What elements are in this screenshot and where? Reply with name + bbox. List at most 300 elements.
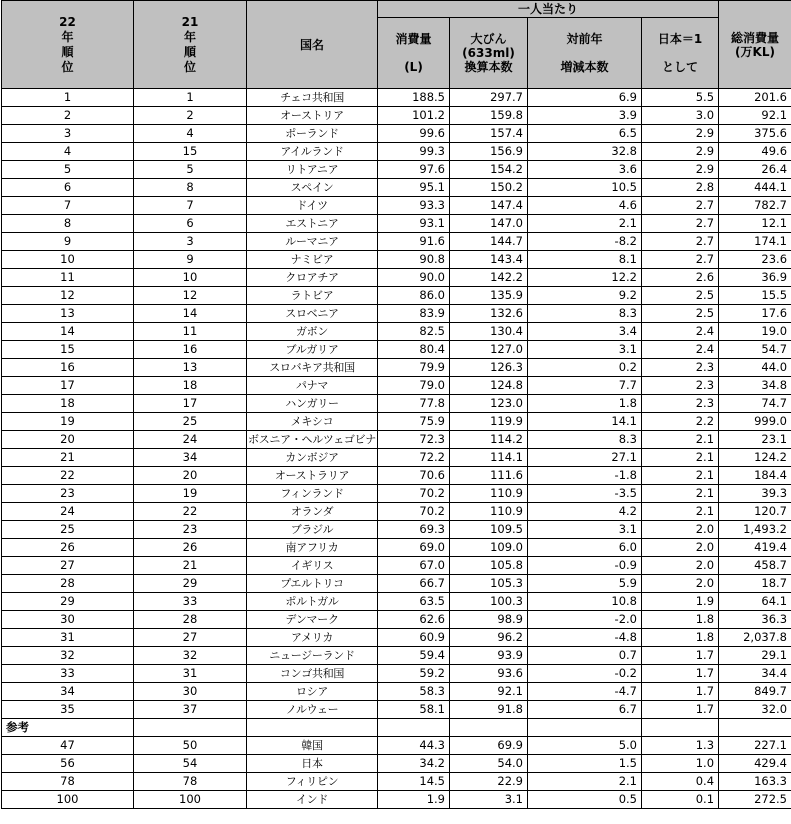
- yoy-cell: 4.6: [528, 197, 642, 215]
- japan-ratio-cell: 2.3: [642, 359, 719, 377]
- japan-ratio-cell: 0.4: [642, 773, 719, 791]
- header-bottles-line2: (633ml): [462, 46, 515, 60]
- yoy-cell: -0.9: [528, 557, 642, 575]
- rank-2022-cell: 47: [2, 737, 134, 755]
- japan-ratio-cell: 0.1: [642, 791, 719, 809]
- yoy-cell: 4.2: [528, 503, 642, 521]
- rank-2021-cell: 50: [134, 737, 247, 755]
- yoy-cell: -4.8: [528, 629, 642, 647]
- header-japan-ratio-line2: として: [662, 60, 699, 74]
- country-cell: チェコ共和国: [247, 89, 378, 107]
- consumption-cell: 90.0: [378, 269, 450, 287]
- japan-ratio-cell: 2.7: [642, 233, 719, 251]
- bottles-cell: 143.4: [450, 251, 528, 269]
- total-consumption-cell: 54.7: [719, 341, 791, 359]
- total-consumption-cell: 419.4: [719, 539, 791, 557]
- bottles-cell: 98.9: [450, 611, 528, 629]
- table-row: [2, 611, 791, 629]
- total-consumption-cell: 375.6: [719, 125, 791, 143]
- bottles-cell: 22.9: [450, 773, 528, 791]
- consumption-cell: 91.6: [378, 233, 450, 251]
- empty-cell: [247, 719, 378, 737]
- bottles-cell: 132.6: [450, 305, 528, 323]
- yoy-cell: 1.5: [528, 755, 642, 773]
- yoy-cell: 6.0: [528, 539, 642, 557]
- header-rank-2021-year: 21: [181, 14, 199, 29]
- table-row: [2, 539, 791, 557]
- table-row: [2, 107, 791, 125]
- japan-ratio-cell: 1.3: [642, 737, 719, 755]
- consumption-cell: 80.4: [378, 341, 450, 359]
- header-yoy-line2: 増減本数: [560, 60, 609, 74]
- japan-ratio-cell: 2.9: [642, 143, 719, 161]
- header-bottles-line3: 換算本数: [464, 60, 513, 74]
- total-consumption-cell: 124.2: [719, 449, 791, 467]
- empty-cell: [642, 719, 719, 737]
- total-consumption-cell: 15.5: [719, 287, 791, 305]
- rank-2022-cell: 17: [2, 377, 134, 395]
- consumption-cell: 70.2: [378, 503, 450, 521]
- bottles-cell: 124.8: [450, 377, 528, 395]
- rank-2021-cell: 32: [134, 647, 247, 665]
- total-consumption-cell: 32.0: [719, 701, 791, 719]
- table-row: [2, 557, 791, 575]
- bottles-cell: 144.7: [450, 233, 528, 251]
- consumption-cell: 63.5: [378, 593, 450, 611]
- rank-2021-cell: 25: [134, 413, 247, 431]
- rank-2022-cell: 12: [2, 287, 134, 305]
- japan-ratio-cell: 2.1: [642, 503, 719, 521]
- yoy-cell: 3.1: [528, 521, 642, 539]
- country-cell: ガボン: [247, 323, 378, 341]
- rank-2021-cell: 26: [134, 539, 247, 557]
- rank-2022-cell: 18: [2, 395, 134, 413]
- consumption-cell: 75.9: [378, 413, 450, 431]
- consumption-cell: 70.6: [378, 467, 450, 485]
- bottles-cell: 114.2: [450, 431, 528, 449]
- rank-2022-cell: 26: [2, 539, 134, 557]
- total-consumption-cell: 23.1: [719, 431, 791, 449]
- table-row: [2, 575, 791, 593]
- header-per-capita-group: 一人当たり: [378, 1, 719, 18]
- country-cell: ノルウェー: [247, 701, 378, 719]
- table-row: [2, 503, 791, 521]
- bottles-cell: 3.1: [450, 791, 528, 809]
- total-consumption-cell: 36.9: [719, 269, 791, 287]
- bottles-cell: 297.7: [450, 89, 528, 107]
- header-rank-2021: [134, 1, 247, 89]
- japan-ratio-cell: 3.0: [642, 107, 719, 125]
- country-cell: ポルトガル: [247, 593, 378, 611]
- table-row: [2, 269, 791, 287]
- yoy-cell: 32.8: [528, 143, 642, 161]
- header-rank-2022-i: 位: [61, 59, 74, 74]
- total-consumption-cell: 849.7: [719, 683, 791, 701]
- header-rank-2022-jun: 順: [61, 44, 74, 59]
- total-consumption-cell: 34.8: [719, 377, 791, 395]
- total-consumption-cell: 17.6: [719, 305, 791, 323]
- table-row: [2, 197, 791, 215]
- consumption-cell: 59.4: [378, 647, 450, 665]
- rank-2021-cell: 15: [134, 143, 247, 161]
- country-cell: オーストリア: [247, 107, 378, 125]
- bottles-cell: 142.2: [450, 269, 528, 287]
- consumption-cell: 93.1: [378, 215, 450, 233]
- rank-2021-cell: 14: [134, 305, 247, 323]
- rank-2021-cell: 21: [134, 557, 247, 575]
- japan-ratio-cell: 2.1: [642, 485, 719, 503]
- bottles-cell: 96.2: [450, 629, 528, 647]
- japan-ratio-cell: 2.1: [642, 467, 719, 485]
- total-consumption-cell: 74.7: [719, 395, 791, 413]
- consumption-cell: 70.2: [378, 485, 450, 503]
- rank-2022-cell: 27: [2, 557, 134, 575]
- rank-2021-cell: 31: [134, 665, 247, 683]
- reference-label: 参考: [2, 719, 134, 737]
- bottles-cell: 93.6: [450, 665, 528, 683]
- rank-2021-cell: 4: [134, 125, 247, 143]
- consumption-cell: 44.3: [378, 737, 450, 755]
- header-bottles-line1: 大びん: [470, 32, 507, 46]
- consumption-cell: 66.7: [378, 575, 450, 593]
- rank-2022-cell: 6: [2, 179, 134, 197]
- country-cell: ボスニア・ヘルツェゴビナ: [247, 431, 378, 449]
- japan-ratio-cell: 1.9: [642, 593, 719, 611]
- rank-2022-cell: 21: [2, 449, 134, 467]
- rank-2022-cell: 20: [2, 431, 134, 449]
- japan-ratio-cell: 2.9: [642, 161, 719, 179]
- rank-2022-cell: 9: [2, 233, 134, 251]
- yoy-cell: 3.1: [528, 341, 642, 359]
- table-row: [2, 665, 791, 683]
- consumption-cell: 14.5: [378, 773, 450, 791]
- header-country: 国名: [247, 1, 378, 89]
- header-total-line1: 総消費量: [731, 30, 780, 45]
- japan-ratio-cell: 2.5: [642, 287, 719, 305]
- japan-ratio-cell: 2.4: [642, 341, 719, 359]
- consumption-cell: 82.5: [378, 323, 450, 341]
- total-consumption-cell: 184.4: [719, 467, 791, 485]
- total-consumption-cell: 782.7: [719, 197, 791, 215]
- japan-ratio-cell: 2.6: [642, 269, 719, 287]
- bottles-cell: 109.0: [450, 539, 528, 557]
- total-consumption-cell: 174.1: [719, 233, 791, 251]
- yoy-cell: 8.1: [528, 251, 642, 269]
- total-consumption-cell: 23.6: [719, 251, 791, 269]
- consumption-cell: 69.3: [378, 521, 450, 539]
- consumption-cell: 97.6: [378, 161, 450, 179]
- country-cell: クロアチア: [247, 269, 378, 287]
- rank-2021-cell: 5: [134, 161, 247, 179]
- consumption-cell: 58.1: [378, 701, 450, 719]
- consumption-cell: 79.9: [378, 359, 450, 377]
- consumption-cell: 90.8: [378, 251, 450, 269]
- header-rank-2022-year: 22: [59, 14, 76, 29]
- rank-2022-cell: 23: [2, 485, 134, 503]
- consumption-cell: 59.2: [378, 665, 450, 683]
- rank-2022-cell: 4: [2, 143, 134, 161]
- rank-2022-cell: 24: [2, 503, 134, 521]
- header-consumption: [378, 18, 450, 89]
- header-rank-2022-nen: 年: [61, 29, 74, 44]
- yoy-cell: 27.1: [528, 449, 642, 467]
- header-rank-2022: [2, 1, 134, 89]
- country-cell: 韓国: [247, 737, 378, 755]
- country-cell: パナマ: [247, 377, 378, 395]
- yoy-cell: 3.9: [528, 107, 642, 125]
- empty-cell: [134, 719, 247, 737]
- empty-cell: [719, 719, 791, 737]
- country-cell: ロシア: [247, 683, 378, 701]
- rank-2022-cell: 19: [2, 413, 134, 431]
- japan-ratio-cell: 2.8: [642, 179, 719, 197]
- table-row: [2, 413, 791, 431]
- country-cell: コンゴ共和国: [247, 665, 378, 683]
- japan-ratio-cell: 1.8: [642, 629, 719, 647]
- country-cell: エストニア: [247, 215, 378, 233]
- consumption-cell: 86.0: [378, 287, 450, 305]
- bottles-cell: 147.4: [450, 197, 528, 215]
- bottles-cell: 114.1: [450, 449, 528, 467]
- total-consumption-cell: 227.1: [719, 737, 791, 755]
- beer-consumption-table: [1, 0, 791, 809]
- rank-2022-cell: 10: [2, 251, 134, 269]
- bottles-cell: 127.0: [450, 341, 528, 359]
- header-total-line2: (万KL): [735, 44, 775, 59]
- japan-ratio-cell: 2.0: [642, 539, 719, 557]
- table-row: [2, 341, 791, 359]
- rank-2021-cell: 30: [134, 683, 247, 701]
- empty-cell: [378, 719, 450, 737]
- bottles-cell: 111.6: [450, 467, 528, 485]
- total-consumption-cell: 36.3: [719, 611, 791, 629]
- japan-ratio-cell: 1.0: [642, 755, 719, 773]
- yoy-cell: 0.2: [528, 359, 642, 377]
- rank-2022-cell: 7: [2, 197, 134, 215]
- consumption-cell: 69.0: [378, 539, 450, 557]
- country-cell: プエルトリコ: [247, 575, 378, 593]
- yoy-cell: 0.7: [528, 647, 642, 665]
- country-cell: スロベニア: [247, 305, 378, 323]
- rank-2021-cell: 23: [134, 521, 247, 539]
- country-cell: 南アフリカ: [247, 539, 378, 557]
- header-yoy-line1: 対前年: [566, 32, 603, 46]
- yoy-cell: -3.5: [528, 485, 642, 503]
- bottles-cell: 100.3: [450, 593, 528, 611]
- total-consumption-cell: 34.4: [719, 665, 791, 683]
- header-japan-ratio: [642, 18, 719, 89]
- table-row: [2, 683, 791, 701]
- rank-2022-cell: 35: [2, 701, 134, 719]
- yoy-cell: 9.2: [528, 287, 642, 305]
- table-row: [2, 521, 791, 539]
- country-cell: ナミビア: [247, 251, 378, 269]
- japan-ratio-cell: 2.4: [642, 323, 719, 341]
- rank-2021-cell: 1: [134, 89, 247, 107]
- table-row: [2, 791, 791, 809]
- japan-ratio-cell: 2.5: [642, 305, 719, 323]
- table-row: [2, 485, 791, 503]
- total-consumption-cell: 64.1: [719, 593, 791, 611]
- consumption-cell: 67.0: [378, 557, 450, 575]
- table-row: [2, 629, 791, 647]
- bottles-cell: 109.5: [450, 521, 528, 539]
- table-row: [2, 323, 791, 341]
- bottles-cell: 147.0: [450, 215, 528, 233]
- header-bottles: [450, 18, 528, 89]
- total-consumption-cell: 429.4: [719, 755, 791, 773]
- rank-2022-cell: 2: [2, 107, 134, 125]
- total-consumption-cell: 1,493.2: [719, 521, 791, 539]
- total-consumption-cell: 999.0: [719, 413, 791, 431]
- rank-2022-cell: 28: [2, 575, 134, 593]
- rank-2021-cell: 2: [134, 107, 247, 125]
- table-row: [2, 395, 791, 413]
- rank-2021-cell: 37: [134, 701, 247, 719]
- country-cell: スロバキア共和国: [247, 359, 378, 377]
- country-cell: カンボジア: [247, 449, 378, 467]
- rank-2021-cell: 22: [134, 503, 247, 521]
- rank-2022-cell: 29: [2, 593, 134, 611]
- table-row: [2, 233, 791, 251]
- country-cell: リトアニア: [247, 161, 378, 179]
- rank-2022-cell: 1: [2, 89, 134, 107]
- yoy-cell: 12.2: [528, 269, 642, 287]
- consumption-cell: 99.6: [378, 125, 450, 143]
- total-consumption-cell: 49.6: [719, 143, 791, 161]
- japan-ratio-cell: 1.7: [642, 701, 719, 719]
- yoy-cell: 3.4: [528, 323, 642, 341]
- yoy-cell: 2.1: [528, 215, 642, 233]
- rank-2022-cell: 22: [2, 467, 134, 485]
- total-consumption-cell: 120.7: [719, 503, 791, 521]
- japan-ratio-cell: 1.7: [642, 647, 719, 665]
- table-row: [2, 755, 791, 773]
- japan-ratio-cell: 2.0: [642, 557, 719, 575]
- rank-2022-cell: 33: [2, 665, 134, 683]
- consumption-cell: 77.8: [378, 395, 450, 413]
- japan-ratio-cell: 2.0: [642, 521, 719, 539]
- bottles-cell: 91.8: [450, 701, 528, 719]
- table-row: [2, 701, 791, 719]
- reference-separator-row: [2, 719, 791, 737]
- bottles-cell: 93.9: [450, 647, 528, 665]
- empty-cell: [450, 719, 528, 737]
- table-row: [2, 143, 791, 161]
- total-consumption-cell: 2,037.8: [719, 629, 791, 647]
- country-cell: ポーランド: [247, 125, 378, 143]
- yoy-cell: 10.5: [528, 179, 642, 197]
- rank-2022-cell: 14: [2, 323, 134, 341]
- country-cell: ラトビア: [247, 287, 378, 305]
- rank-2022-cell: 34: [2, 683, 134, 701]
- yoy-cell: -4.7: [528, 683, 642, 701]
- rank-2021-cell: 7: [134, 197, 247, 215]
- bottles-cell: 135.9: [450, 287, 528, 305]
- header-consumption-line1: 消費量: [395, 32, 432, 46]
- rank-2021-cell: 8: [134, 179, 247, 197]
- rank-2021-cell: 78: [134, 773, 247, 791]
- table-row: [2, 737, 791, 755]
- table-row: [2, 305, 791, 323]
- consumption-cell: 58.3: [378, 683, 450, 701]
- bottles-cell: 110.9: [450, 503, 528, 521]
- rank-2021-cell: 24: [134, 431, 247, 449]
- table-row: [2, 593, 791, 611]
- yoy-cell: 14.1: [528, 413, 642, 431]
- rank-2022-cell: 15: [2, 341, 134, 359]
- japan-ratio-cell: 2.1: [642, 449, 719, 467]
- yoy-cell: -2.0: [528, 611, 642, 629]
- bottles-cell: 157.4: [450, 125, 528, 143]
- rank-2021-cell: 33: [134, 593, 247, 611]
- rank-2021-cell: 16: [134, 341, 247, 359]
- header-rank-2021-nen: 年: [183, 29, 196, 44]
- country-cell: ルーマニア: [247, 233, 378, 251]
- consumption-cell: 188.5: [378, 89, 450, 107]
- table-row: [2, 773, 791, 791]
- country-cell: ドイツ: [247, 197, 378, 215]
- rank-2022-cell: 31: [2, 629, 134, 647]
- total-consumption-cell: 444.1: [719, 179, 791, 197]
- consumption-cell: 72.2: [378, 449, 450, 467]
- country-cell: ニュージーランド: [247, 647, 378, 665]
- total-consumption-cell: 163.3: [719, 773, 791, 791]
- country-cell: ブラジル: [247, 521, 378, 539]
- header-total-consumption: [719, 1, 791, 89]
- country-cell: メキシコ: [247, 413, 378, 431]
- country-cell: スペイン: [247, 179, 378, 197]
- rank-2022-cell: 5: [2, 161, 134, 179]
- rank-2021-cell: 11: [134, 323, 247, 341]
- yoy-cell: -1.8: [528, 467, 642, 485]
- yoy-cell: 8.3: [528, 431, 642, 449]
- country-cell: フィリピン: [247, 773, 378, 791]
- japan-ratio-cell: 2.0: [642, 575, 719, 593]
- total-consumption-cell: 26.4: [719, 161, 791, 179]
- rank-2021-cell: 3: [134, 233, 247, 251]
- consumption-cell: 79.0: [378, 377, 450, 395]
- yoy-cell: 3.6: [528, 161, 642, 179]
- rank-2022-cell: 100: [2, 791, 134, 809]
- bottles-cell: 119.9: [450, 413, 528, 431]
- table-row: [2, 647, 791, 665]
- total-consumption-cell: 201.6: [719, 89, 791, 107]
- country-cell: アメリカ: [247, 629, 378, 647]
- japan-ratio-cell: 2.7: [642, 215, 719, 233]
- country-cell: 日本: [247, 755, 378, 773]
- rank-2021-cell: 13: [134, 359, 247, 377]
- table-row: [2, 251, 791, 269]
- consumption-cell: 1.9: [378, 791, 450, 809]
- total-consumption-cell: 12.1: [719, 215, 791, 233]
- bottles-cell: 159.8: [450, 107, 528, 125]
- rank-2022-cell: 78: [2, 773, 134, 791]
- bottles-cell: 105.3: [450, 575, 528, 593]
- rank-2021-cell: 18: [134, 377, 247, 395]
- table-row: [2, 215, 791, 233]
- bottles-cell: 105.8: [450, 557, 528, 575]
- table-row: [2, 89, 791, 107]
- country-cell: アイルランド: [247, 143, 378, 161]
- rank-2021-cell: 100: [134, 791, 247, 809]
- rank-2022-cell: 25: [2, 521, 134, 539]
- table-row: [2, 287, 791, 305]
- table-header: [2, 1, 791, 89]
- total-consumption-cell: 29.1: [719, 647, 791, 665]
- table-row: [2, 161, 791, 179]
- rank-2021-cell: 6: [134, 215, 247, 233]
